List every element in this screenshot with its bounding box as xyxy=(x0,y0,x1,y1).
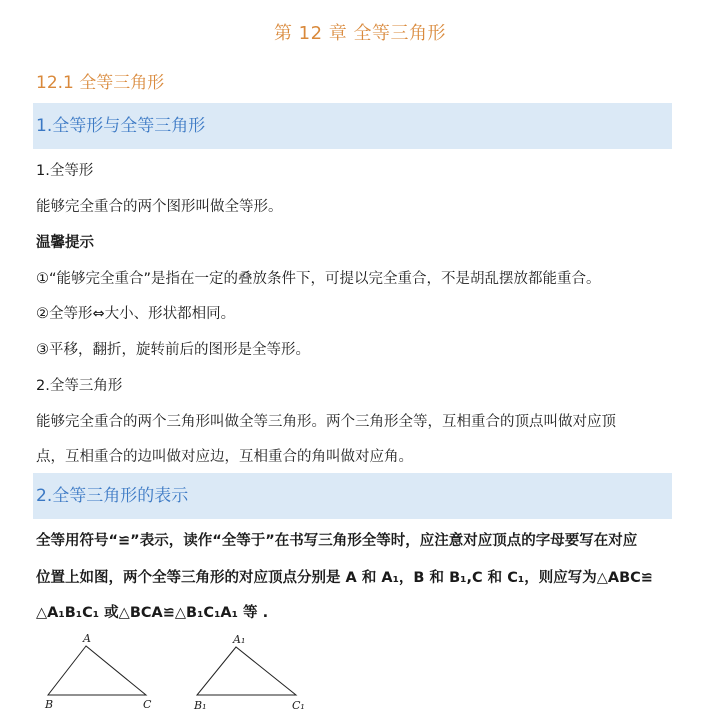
label-b: B xyxy=(45,698,54,711)
definition-line-2: 点，互相重合的边叫做对应边，互相重合的角叫做对应角。 xyxy=(36,449,413,465)
subsection-heading-2: 2.全等三角形的表示 xyxy=(33,473,672,519)
notation-line-3: △A₁B₁C₁ 或△BCA≌△B₁C₁A₁ 等 . xyxy=(36,605,269,621)
definition-line-1: 能够完全重合的两个三角形叫做全等三角形。两个三角形全等，互相重合的顶点叫做对应顶 xyxy=(36,414,616,430)
subheading-congruent-triangles: 2.全等三角形 xyxy=(36,378,123,394)
label-b1: B₁ xyxy=(194,699,207,712)
label-c: C xyxy=(143,698,152,711)
tip-item-1: ①“能够完全重合”是指在一定的叠放条件下，可提以完全重合，不是胡乱摆放都能重合。 xyxy=(36,271,601,287)
subheading-congruent-figures: 1.全等形 xyxy=(36,163,94,179)
chapter-title: 第 12 章 全等三角形 xyxy=(273,23,447,44)
tip-item-3: ③平移，翻折，旋转前后的图形是全等形。 xyxy=(36,342,310,358)
notation-line-1: 全等用符号“≌”表示，读作“全等于”在书写三角形全等时，应注意对应顶点的字母要写在对应 xyxy=(36,533,638,549)
definition-congruent-figures: 能够完全重合的两个图形叫做全等形。 xyxy=(36,199,283,215)
section-title: 12.1 全等三角形 xyxy=(36,73,165,93)
notation-line-2: 位置上如图，两个全等三角形的对应顶点分别是 A 和 A₁，B 和 B₁,C 和 C₁，则应写为△ABC≌ xyxy=(36,570,653,586)
congruent-triangles-figure xyxy=(30,630,320,716)
tip-item-2: ②全等形⇔大小、形状都相同。 xyxy=(36,306,236,322)
label-c1: C₁ xyxy=(292,699,305,712)
tip-heading: 温馨提示 xyxy=(36,235,94,251)
triangle-abc xyxy=(48,646,146,695)
label-a: A xyxy=(83,632,91,645)
label-a1: A₁ xyxy=(233,633,246,646)
triangle-a1b1c1 xyxy=(197,647,296,695)
subsection-heading-1: 1.全等形与全等三角形 xyxy=(33,103,672,149)
